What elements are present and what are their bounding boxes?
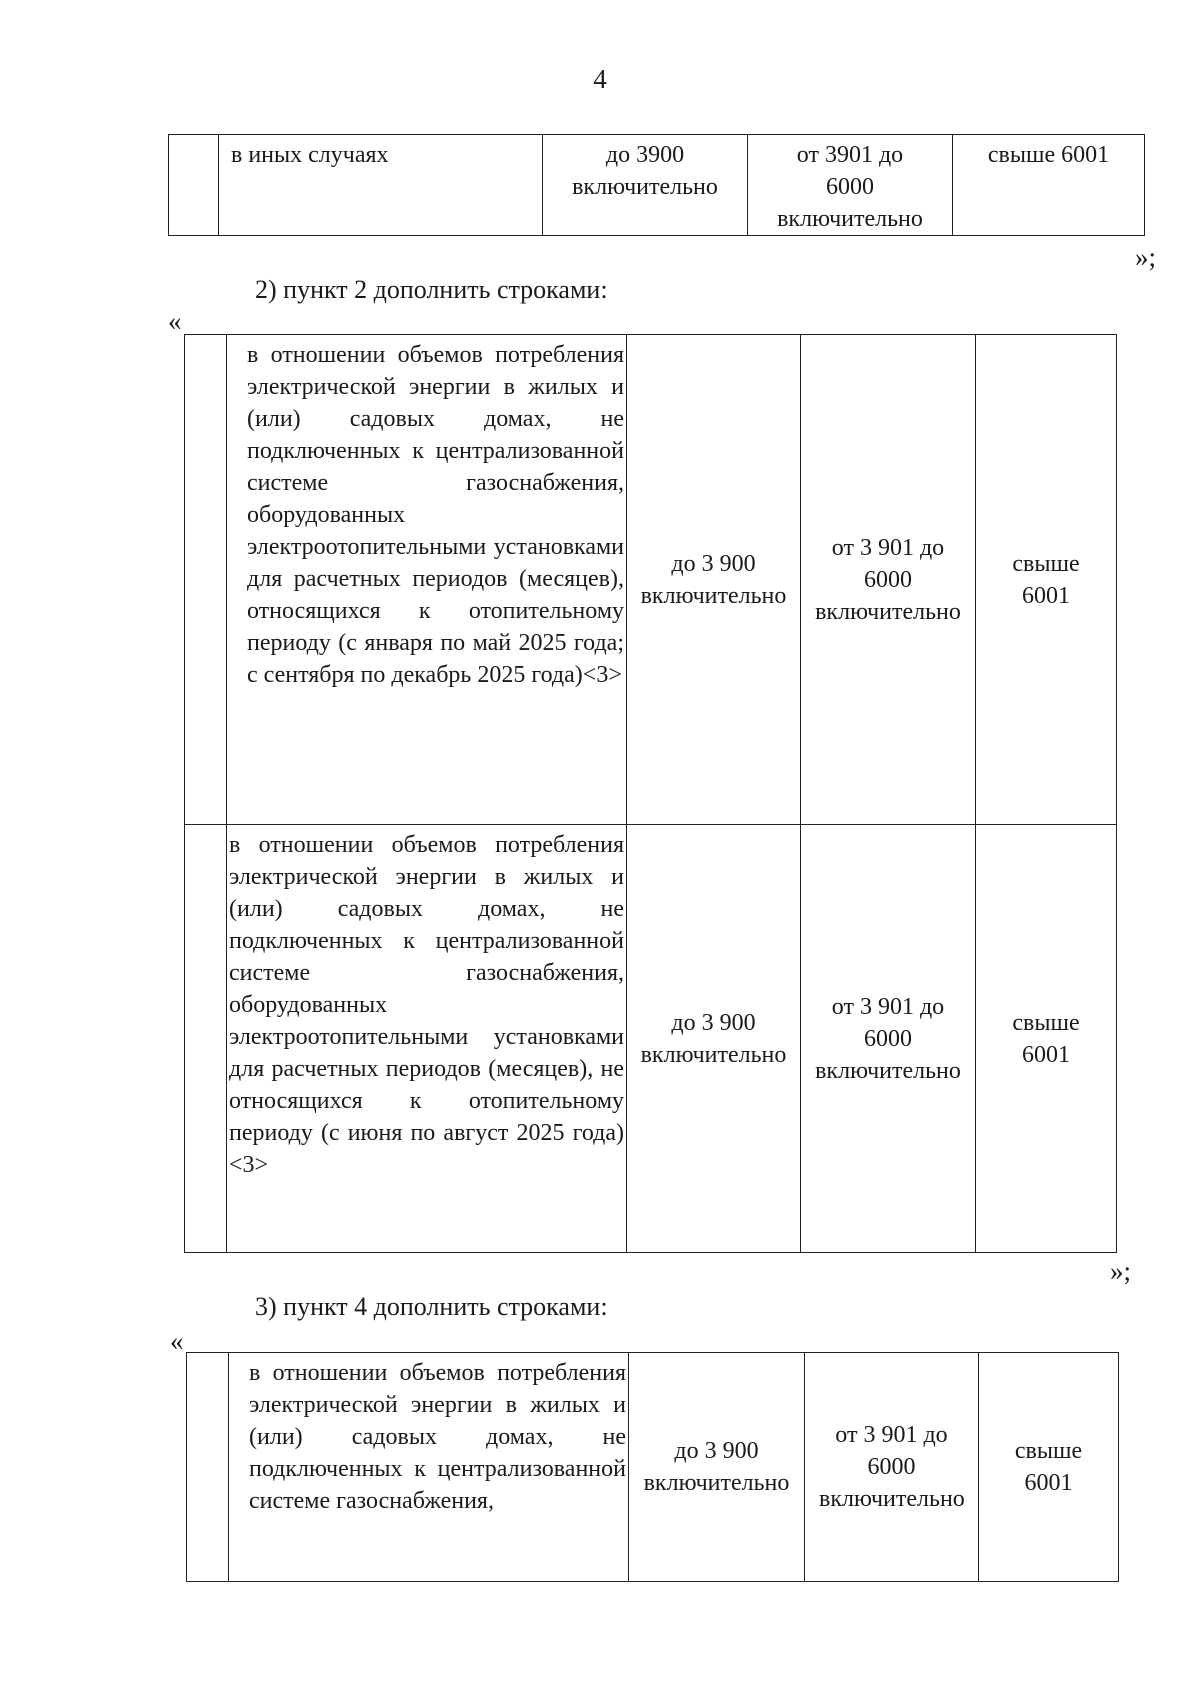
value-cell-mid <box>801 825 976 1253</box>
value-cell-high <box>976 825 1117 1253</box>
table-3 <box>186 1352 1119 1582</box>
value-mid: от 3 901 до 6000 включительно <box>815 993 961 1084</box>
value-cell-low <box>627 335 801 825</box>
value-cell-mid <box>801 335 976 825</box>
value-cell-high <box>976 335 1117 825</box>
value-cell-high <box>953 135 1145 236</box>
value-low: до 3 900 включительно <box>640 550 787 609</box>
table-cell-empty <box>185 335 227 825</box>
value-cell-mid <box>805 1353 979 1582</box>
table-cell-empty <box>187 1353 229 1582</box>
description-text: в иных случаях <box>231 142 389 168</box>
table-1 <box>168 134 1145 236</box>
value-mid: от 3 901 до 6000 включительно <box>815 534 961 625</box>
value-low: до 3 900 включительно <box>643 1438 790 1496</box>
close-quote: »; <box>1110 1256 1132 1286</box>
value-cell-low <box>543 135 748 236</box>
table-cell-empty <box>185 825 227 1253</box>
value-cell-mid <box>748 135 953 236</box>
value-low: до 3 900 включительно <box>640 1009 787 1068</box>
value-high: свыше 6001 <box>1012 1009 1080 1068</box>
item-3-heading: 3) пункт 4 дополнить строками: <box>255 1292 608 1321</box>
value-high: свыше 6001 <box>1012 550 1080 609</box>
description-text: в отношении объемов потребления электрической энергии в жилых и (или) садовых домах, не подключенных к централизованной системе газоснабжения, оборудованных электроотопительными установками для расчетных периодов (месяцев), относящихся к отопительному периоду (с января по май 2025 года; с сентября по декабрь 2025 года)<3> <box>247 342 624 688</box>
item-2-heading: 2) пункт 2 дополнить строками: <box>255 275 608 304</box>
value-low: до 3900 включительно <box>572 142 718 200</box>
row-description <box>227 335 627 825</box>
value-high: свыше 6001 <box>1014 1438 1083 1496</box>
value-mid: от 3 901 до 6000 включительно <box>819 1422 965 1512</box>
page-number: 4 <box>593 64 607 94</box>
description-text: в отношении объемов потребления электрической энергии в жилых и (или) садовых домах, не подключенных к централизованной системе газоснабжения, оборудованных электроотопительными установками для расчетных периодов (месяцев), не относящихся к отопительному периоду (с июня по август 2025 года)<3> <box>229 832 624 1178</box>
value-high: свыше 6001 <box>987 142 1110 168</box>
table-row <box>169 135 1145 236</box>
value-cell-low <box>627 825 801 1253</box>
value-cell-high <box>979 1353 1119 1582</box>
open-quote: « <box>168 306 182 336</box>
value-cell-low <box>629 1353 805 1582</box>
description-text: в отношении объемов потребления электрической энергии в жилых и (или) садовых домах, не подключенных к централизованной системе газоснабжения, <box>249 1360 626 1514</box>
row-description <box>229 1353 629 1582</box>
table-2 <box>184 334 1117 1253</box>
table-row <box>187 1353 1119 1582</box>
table-row <box>185 335 1117 825</box>
table-row <box>185 825 1117 1253</box>
row-description <box>219 135 543 236</box>
value-mid: от 3901 до 6000 включительно <box>777 142 923 232</box>
row-description <box>227 825 627 1253</box>
open-quote: « <box>170 1326 184 1356</box>
close-quote: »; <box>1135 242 1157 272</box>
table-cell-empty <box>169 135 219 236</box>
